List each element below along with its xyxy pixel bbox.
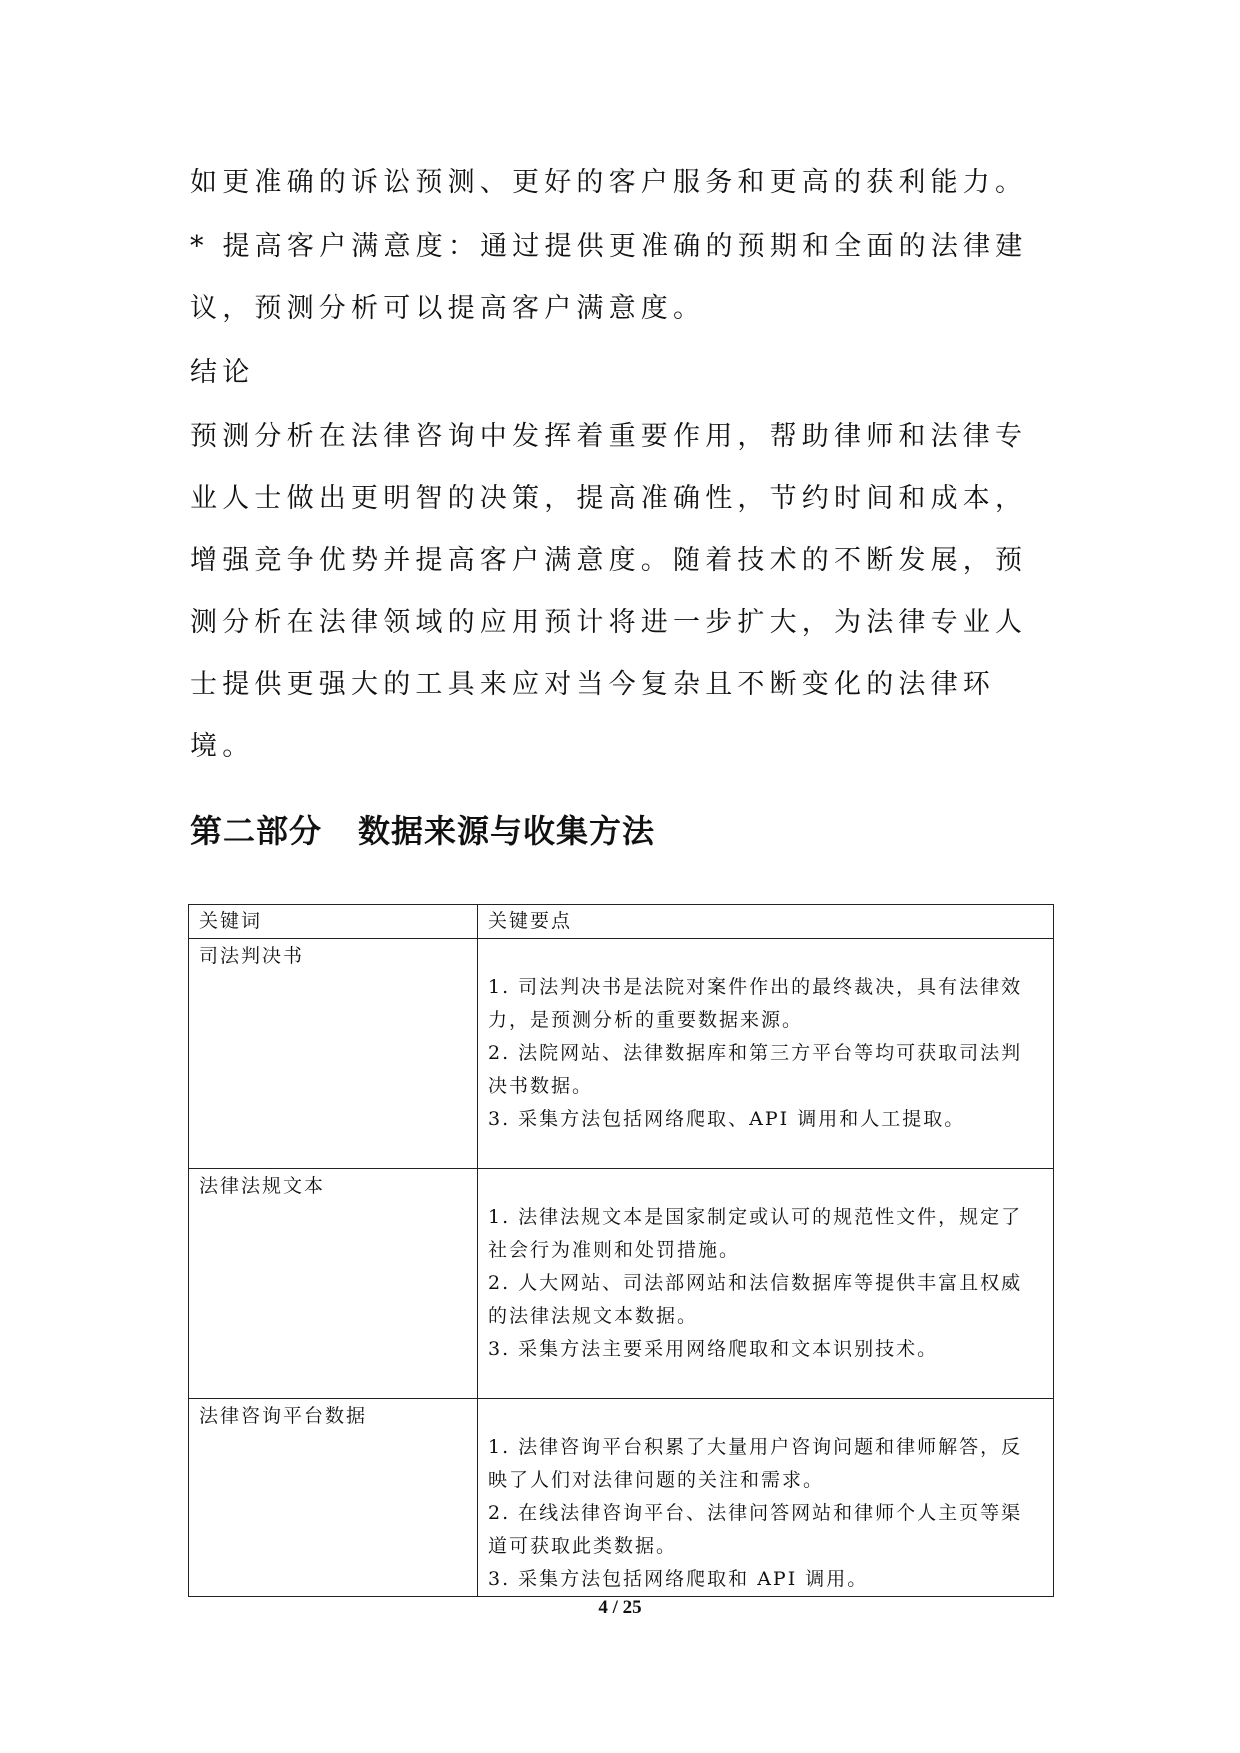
bullet-paragraph: * 提高客户满意度：通过提供更准确的预期和全面的法律建议，预测分析可以提高客户满意度。 — [190, 231, 1028, 324]
key-point: 3. 采集方法包括网络爬取和 API 调用。 — [488, 1568, 869, 1590]
key-point: 2. 在线法律咨询平台、法律问答网站和律师个人主页等渠道可获取此类数据。 — [488, 1502, 1023, 1557]
keyword-cell — [189, 1399, 478, 1597]
keyword-text: 司法判决书 — [199, 945, 305, 967]
section-heading — [190, 806, 655, 852]
table-header-cell: 关键要点 — [478, 905, 1054, 939]
conclusion-paragraph: 预测分析在法律咨询中发挥着重要作用，帮助律师和法律专业人士做出更明智的决策，提高准确性，节约时间和成本，增强竞争优势并提高客户满意度。随着技术的不断发展，预测分析在法律领域的应用预计将进一步扩大，为法律专业人士提供更强大的工具来应对当今复杂且不断变化的法律环境。 — [190, 421, 1028, 762]
page-number: 4 / 25 — [598, 1597, 642, 1618]
key-point: 1. 司法判决书是法院对案件作出的最终裁决，具有法律效力，是预测分析的重要数据来源。 — [488, 976, 1023, 1031]
keyword-cell — [189, 1169, 478, 1399]
table-row — [189, 1399, 1054, 1597]
conclusion-heading: 结论 — [190, 357, 255, 388]
key-point: 2. 人大网站、司法部网站和法信数据库等提供丰富且权威的法律法规文本数据。 — [488, 1272, 1023, 1327]
table-row — [189, 939, 1054, 1169]
key-point: 3. 采集方法包括网络爬取、API 调用和人工提取。 — [488, 1108, 966, 1130]
points-cell — [478, 1399, 1054, 1597]
keyword-cell — [189, 939, 478, 1169]
key-point: 1. 法律咨询平台积累了大量用户咨询问题和律师解答，反映了人们对法律问题的关注和需求。 — [488, 1436, 1023, 1491]
key-point: 2. 法院网站、法律数据库和第三方平台等均可获取司法判决书数据。 — [488, 1042, 1023, 1097]
keyword-text: 法律咨询平台数据 — [199, 1405, 368, 1427]
key-point: 3. 采集方法主要采用网络爬取和文本识别技术。 — [488, 1338, 939, 1360]
body-paragraph: 如更准确的诉讼预测、更好的客户服务和更高的获利能力。 — [190, 167, 1028, 198]
table-header-cell: 关键词 — [189, 905, 478, 939]
points-cell — [478, 1169, 1054, 1399]
keyword-text: 法律法规文本 — [199, 1175, 326, 1197]
section-part-label: 第二部分 — [190, 812, 323, 850]
table-row — [189, 1169, 1054, 1399]
section-title: 数据来源与收集方法 — [358, 812, 656, 850]
key-point: 1. 法律法规文本是国家制定或认可的规范性文件，规定了社会行为准则和处罚措施。 — [488, 1206, 1023, 1261]
key-points-table — [188, 904, 1054, 1597]
table-header-row — [189, 905, 1054, 939]
points-cell — [478, 939, 1054, 1169]
